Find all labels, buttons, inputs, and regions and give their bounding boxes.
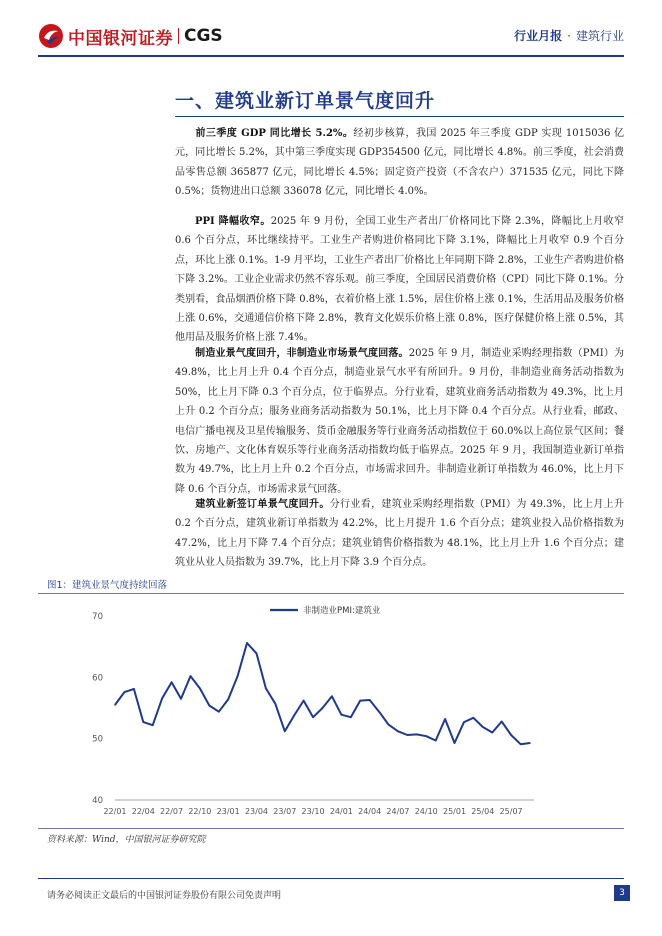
- page-header: [0, 0, 662, 60]
- brand-logo: [38, 22, 223, 50]
- paragraph-lead: PPI 降幅收窄。: [195, 216, 271, 227]
- data-point: [293, 715, 295, 717]
- data-point: [388, 724, 390, 726]
- figure-caption: 图1：建筑业景气度持续回落: [47, 580, 168, 591]
- x-tick-label: 22/10: [188, 807, 212, 816]
- logo-chinese-name: 中国银河证券: [68, 28, 173, 49]
- data-point: [482, 726, 484, 728]
- paragraph-body: 分行业看，建筑业采购经理指数（PMI）为 49.3%，比上月上升 0.2 个百分点，建筑业新订单指数为 42.2%，比上月提升 1.6 个百分点；建筑业投入品价格指数为 47.2%，比上月下降 7.4 个百分点；建筑业销售价格指数为 48.1%，比上月上升 1.6 个百分点；建筑业从业人员指数为 39.7%，比上月下降 3.9 个百分点。: [175, 499, 624, 569]
- paragraph-pmi: [175, 344, 624, 499]
- data-point: [152, 724, 154, 726]
- data-point: [218, 711, 220, 713]
- y-tick-label: 60: [92, 673, 103, 684]
- data-point: [426, 735, 428, 737]
- data-point: [161, 697, 163, 699]
- report-type: 行业月报: [514, 29, 563, 43]
- disclaimer-note: 请务必阅读正文最后的中国银河证券股份有限公司免责声明: [47, 891, 282, 901]
- x-tick-label: 23/10: [301, 807, 325, 816]
- paragraph-body: 2025 年 9 月，制造业采购经理指数（PMI）为 49.8%，比上月上升 0.4 个百分点，制造业景气水平有所回升。9 月份，非制造业商务活动指数为 50%，比上月下降 0.3 个百分点，位于临界点。分行业看，建筑业商务活动指数为 49.3%，比上月上升 0.2 个百分点；服务业商务活动指数为 50.1%，比上月下降 0.4 个百分点。从行业看，邮政、电信广播电视及卫星传输服务、货币金融服务等行业商务活动指数位于 60.0%以上高位景气区间；餐饮、房地产、文化体育娱乐等行业商务活动指数均低于临界点。2025 年 9 月，我国制造业新订单指数为 49.7%，比上月上升 0.2 个百分点，市场需求回升。非制造业新订单指数为 46.0%，比上月下降 0.6 个百分点，市场需求景气回落。: [175, 348, 625, 495]
- data-point: [444, 718, 446, 720]
- industry-label: 建筑行业: [575, 29, 624, 43]
- data-point: [378, 711, 380, 713]
- x-tick-label: 25/07: [499, 807, 523, 816]
- data-point: [454, 742, 456, 744]
- data-point: [416, 734, 418, 736]
- cgs-logo-icon: [38, 23, 64, 49]
- paragraph-ppi: [175, 212, 624, 348]
- data-point: [227, 699, 229, 701]
- title-underline: [175, 116, 624, 117]
- data-point: [312, 716, 314, 718]
- data-point: [520, 743, 522, 745]
- data-point: [143, 721, 145, 723]
- x-tick-label: 22/01: [103, 807, 127, 816]
- logo-english-name: CGS: [184, 26, 223, 46]
- data-point: [501, 721, 503, 723]
- header-rule: [38, 55, 624, 57]
- header-separator: ·: [567, 29, 571, 43]
- data-point: [397, 731, 399, 733]
- data-point: [199, 688, 201, 690]
- data-point: [322, 707, 324, 709]
- x-tick-label: 25/04: [471, 807, 495, 816]
- figure-top-rule: [38, 593, 624, 594]
- data-point: [265, 688, 267, 690]
- data-point: [284, 731, 286, 733]
- paragraph-gdp: [175, 124, 624, 202]
- x-tick-label: 22/04: [131, 807, 155, 816]
- data-point: [463, 721, 465, 723]
- x-tick-label: 22/07: [160, 807, 184, 816]
- x-tick-label: 24/07: [386, 807, 410, 816]
- data-point: [256, 653, 258, 655]
- legend-label: 非制造业PMI:建筑业: [303, 606, 381, 616]
- data-point: [190, 675, 192, 677]
- data-point: [331, 696, 333, 698]
- data-point: [237, 675, 239, 677]
- data-point: [350, 716, 352, 718]
- section-title: 一、建筑业新订单景气度回升: [175, 90, 436, 112]
- y-tick-label: 70: [92, 612, 103, 622]
- paragraph-body: 经初步核算，我国 2025 年三季度 GDP 实现 1015036 亿元，同比增长 5.2%，其中第三季度实现 GDP354500 亿元，同比增长 4.8%。前三季度，社会消费品零售总额 365877 亿元，同比增长 4.5%；固定资产投资（不含农户）371535 亿元，同比下降 0.5%；货物进出口总额 336078 亿元，同比增长 4.0%。: [175, 128, 625, 198]
- series-line: [115, 643, 530, 744]
- logo-divider: [178, 28, 179, 44]
- data-point: [246, 642, 248, 644]
- data-point: [171, 681, 173, 683]
- y-tick-label: 50: [92, 734, 103, 745]
- paragraph-lead: 建筑业新签订单景气度回升。: [195, 499, 330, 510]
- source-rule: [38, 828, 624, 829]
- x-tick-label: 23/07: [273, 807, 297, 816]
- paragraph-lead: 前三季度 GDP 同比增长 5.2%。: [195, 128, 354, 139]
- x-tick-label: 24/04: [358, 807, 382, 816]
- footer-rule: [38, 878, 624, 879]
- paragraph-body: 2025 年 9 月份，全国工业生产者出厂价格同比下降 2.3%，降幅比上月收窄 0.6 个百分点，环比继续持平。工业生产者购进价格同比下降 3.1%，降幅比上月收窄 0.9 个百分点，环比上涨 0.1%。1-9 月平均，工业生产者出厂价格比上年同期下降 2.8%，工业生产者购进价格下降 3.2%。工业企业需求仍然不容乐观。前三季度，全国居民消费价格（CPI）同比下降 0.1%。分类别看，食品烟酒价格下降 0.8%，衣着价格上涨 1.5%，居住价格上涨 0.1%，生活用品及服务价格上涨 0.6%，交通通信价格下降 2.8%，教育文化娱乐价格上涨 0.8%，医疗保健价格上涨 0.5%，其他用品及服务价格上涨 7.4%。: [175, 216, 625, 344]
- data-point: [124, 691, 126, 693]
- x-tick-label: 23/04: [244, 807, 269, 816]
- y-tick-label: 40: [92, 796, 103, 806]
- data-point: [473, 717, 475, 719]
- page-number: 3: [614, 885, 630, 901]
- report-category: [514, 27, 624, 44]
- chart-source: 资料来源：Wind，中国银河证券研究院: [47, 835, 206, 845]
- data-point: [114, 704, 116, 706]
- x-tick-label: 23/01: [216, 807, 240, 816]
- data-point: [369, 699, 371, 701]
- data-point: [510, 734, 512, 736]
- data-point: [180, 698, 182, 700]
- x-tick-label: 24/10: [414, 807, 438, 816]
- data-point: [359, 700, 361, 702]
- data-point: [529, 742, 531, 744]
- data-point: [435, 740, 437, 742]
- data-point: [407, 734, 409, 736]
- data-point: [133, 688, 135, 690]
- data-point: [492, 732, 494, 734]
- x-tick-label: 25/01: [443, 807, 467, 816]
- data-point: [341, 714, 343, 716]
- data-point: [275, 703, 277, 705]
- paragraph-lead: 制造业景气度回升，非制造业市场景气度回落。: [195, 348, 409, 359]
- x-tick-label: 24/01: [329, 807, 353, 816]
- line-chart: [60, 600, 615, 825]
- paragraph-construction: [175, 495, 624, 573]
- data-point: [303, 700, 305, 702]
- data-point: [209, 705, 211, 707]
